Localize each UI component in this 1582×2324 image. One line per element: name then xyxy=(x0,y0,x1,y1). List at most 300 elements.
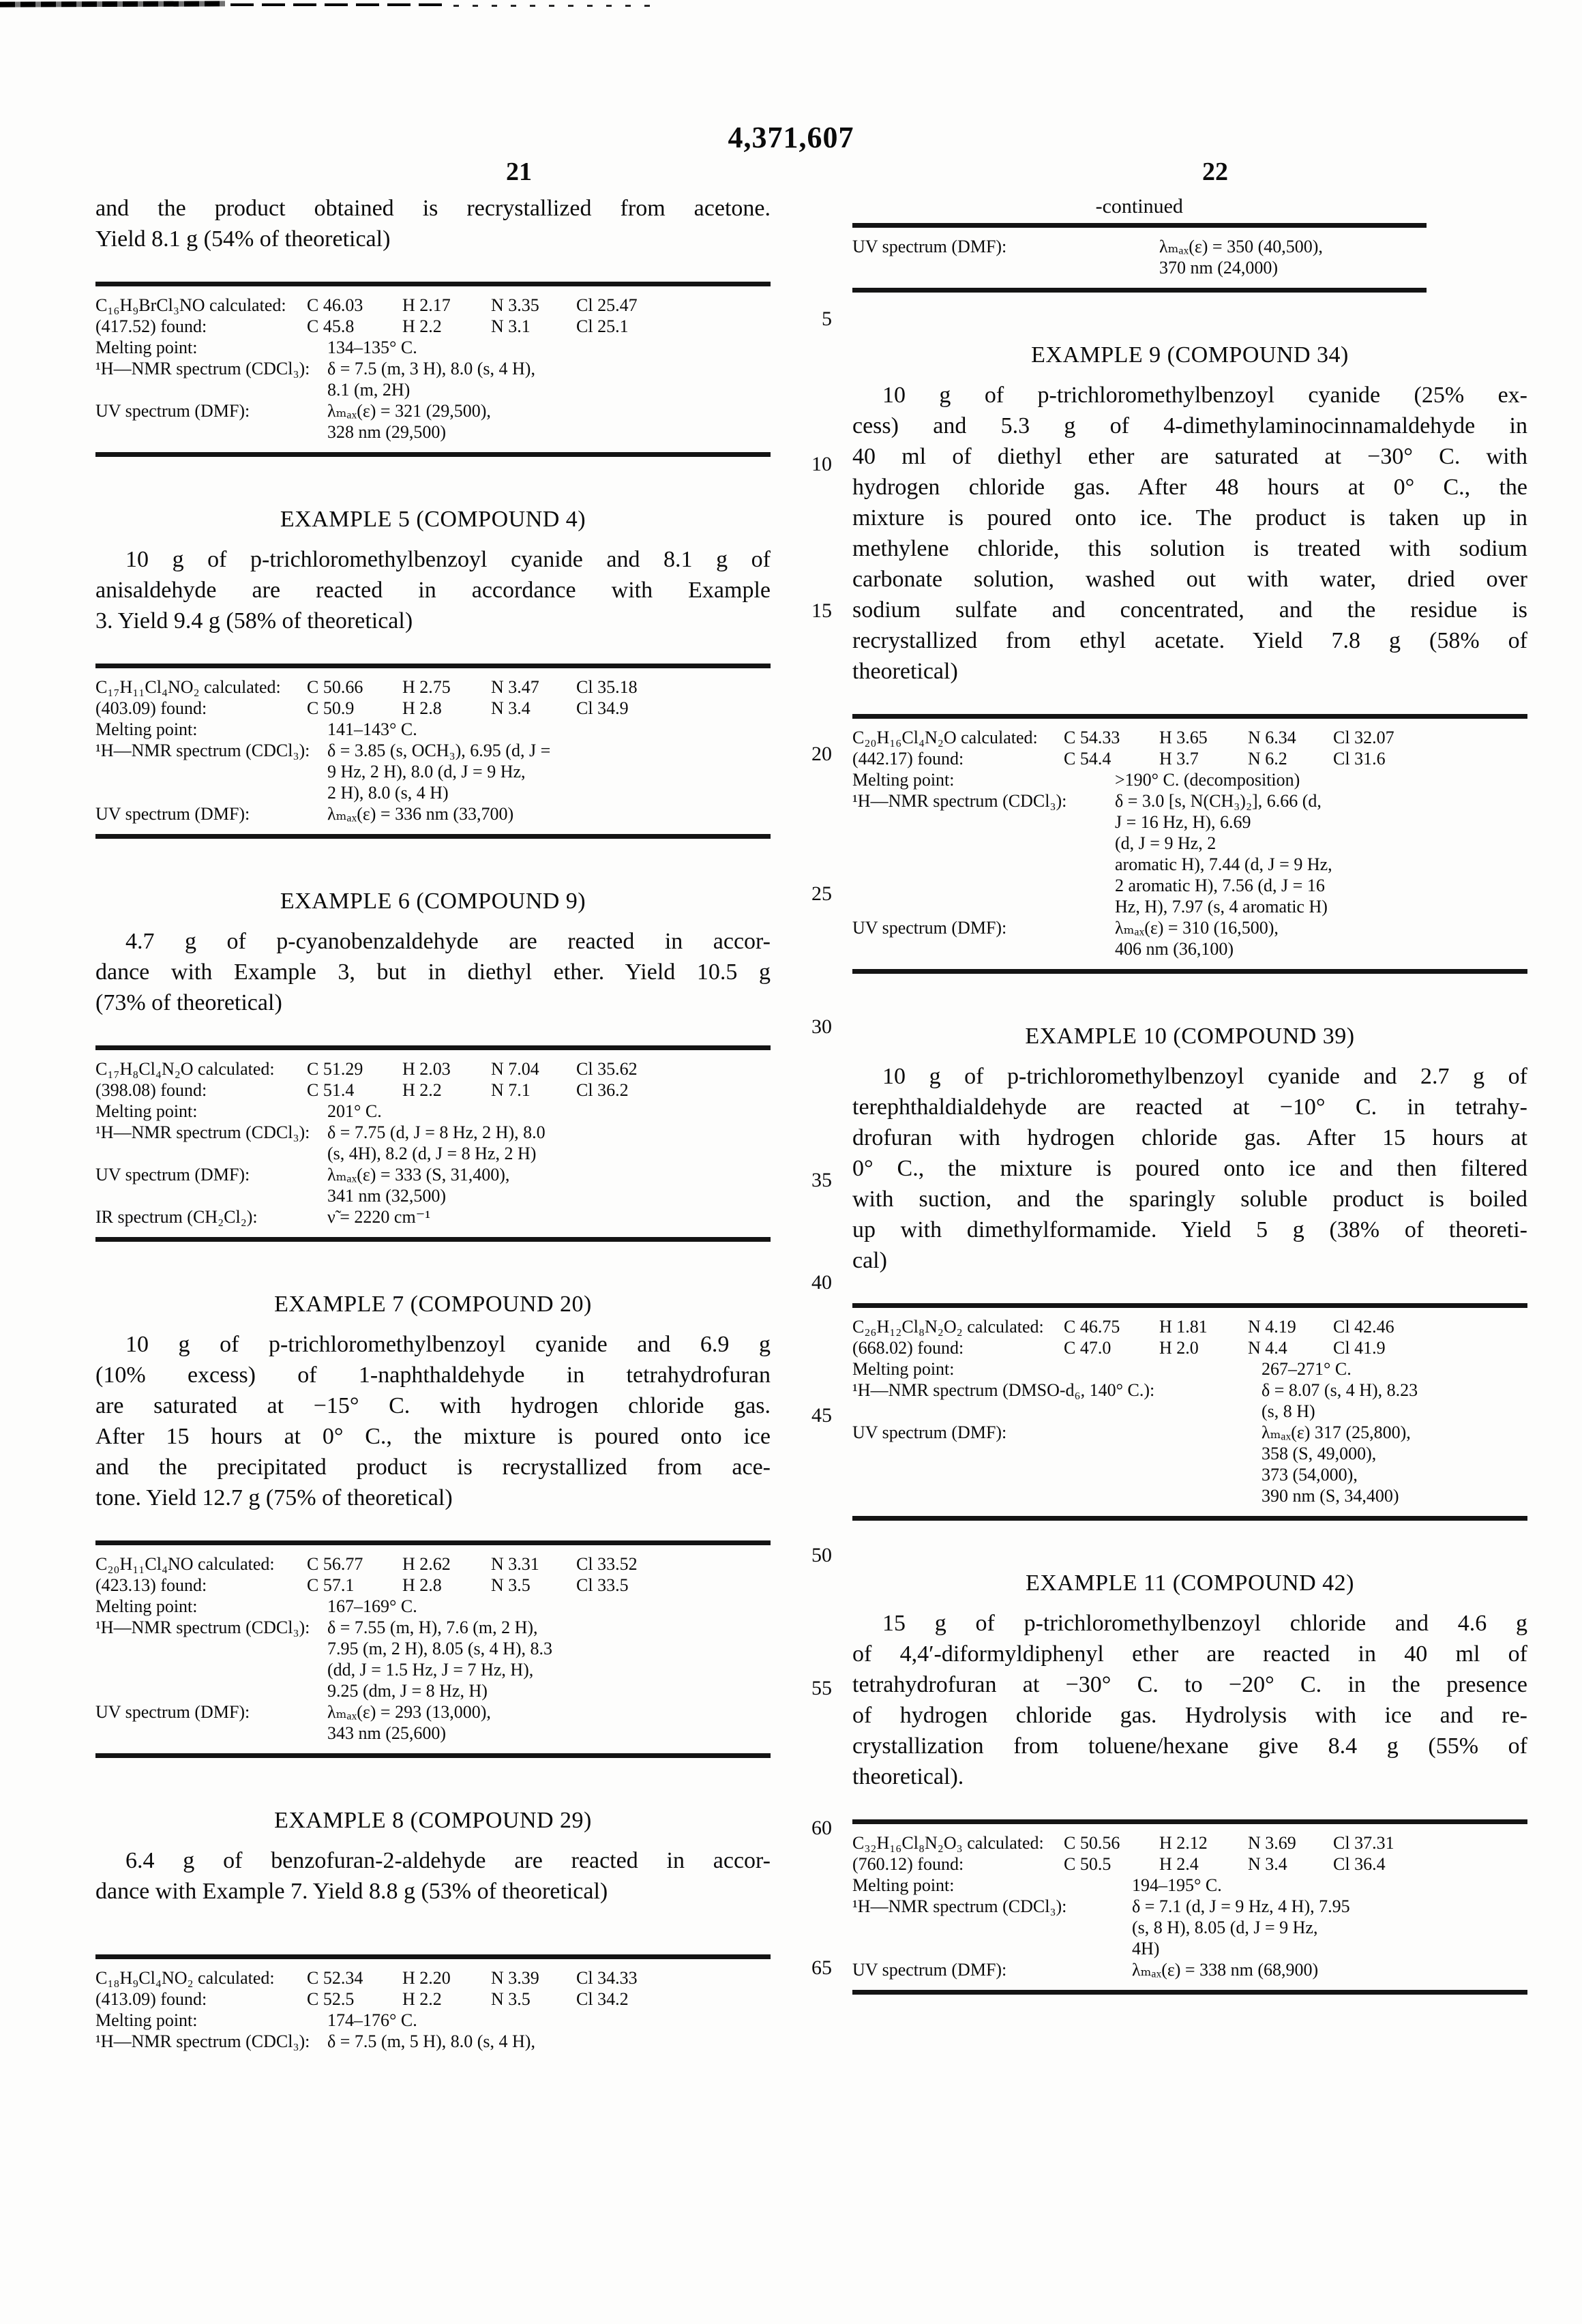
body-text-line: of 4,4′-diformyldiphenyl ether are reacted in 40 ml of xyxy=(852,1641,1527,1667)
gutter-line-number: 10 xyxy=(811,453,832,475)
body-paragraph xyxy=(95,544,771,636)
row-value-line: δ = 7.1 (d, J = 9 Hz, 4 H), 7.95 xyxy=(1132,1896,1350,1916)
table-row xyxy=(852,1875,1527,1896)
elemental-value: Cl 36.2 xyxy=(576,1080,629,1100)
elemental-value: Cl 35.18 xyxy=(576,677,638,697)
elemental-value: H 3.7 xyxy=(1159,749,1199,769)
scan-artifact-mark xyxy=(230,3,445,6)
table-row xyxy=(852,1832,1527,1853)
row-label: UV spectrum (DMF): xyxy=(95,1165,250,1185)
elemental-value: N 3.35 xyxy=(491,295,539,315)
elemental-value: C 50.56 xyxy=(1064,1833,1120,1853)
table-row xyxy=(95,2031,771,2052)
gutter-line-number: 5 xyxy=(822,308,832,330)
body-paragraph xyxy=(852,1061,1527,1276)
row-value-line: Hz, H), 7.97 (s, 4 aromatic H) xyxy=(1115,897,1328,917)
table-row xyxy=(95,719,771,740)
row-value-line: δ = 7.75 (d, J = 8 Hz, 2 H), 8.0 xyxy=(327,1122,546,1142)
row-value xyxy=(1115,790,1527,917)
elemental-value: C 52.5 xyxy=(307,1989,355,2009)
row-value xyxy=(1262,1422,1527,1506)
row-value-line: (d, J = 9 Hz, 2 xyxy=(1115,833,1217,853)
body-text-line: drofuran with hydrogen chloride gas. After 15 hours at xyxy=(852,1125,1527,1150)
example-heading: EXAMPLE 5 (COMPOUND 4) xyxy=(280,507,586,532)
row-label: ¹H—NMR spectrum (CDCl₃): xyxy=(95,1122,310,1142)
row-label: IR spectrum (CH₂Cl₂): xyxy=(95,1207,258,1227)
body-paragraph xyxy=(852,380,1527,687)
elemental-value: C 54.4 xyxy=(1064,749,1111,769)
row-label: Melting point: xyxy=(95,338,198,357)
elemental-value: Cl 25.47 xyxy=(576,295,638,315)
row-value xyxy=(327,358,771,400)
body-text-line: theoretical). xyxy=(852,1764,964,1789)
elemental-value: Cl 33.52 xyxy=(576,1554,638,1574)
analysis-table xyxy=(852,1303,1527,1521)
body-paragraph xyxy=(95,193,771,254)
gutter-line-number: 15 xyxy=(811,599,832,622)
row-value-line: (s, 8 H), 8.05 (d, J = 9 Hz, xyxy=(1132,1918,1318,1937)
table-row xyxy=(95,400,771,443)
row-label: Melting point: xyxy=(95,1596,198,1616)
row-label: Melting point: xyxy=(852,770,955,790)
row-label: C₂₆H₁₂Cl₈N₂O₂ calculated: xyxy=(852,1317,1044,1337)
row-value-line: aromatic H), 7.44 (d, J = 9 Hz, xyxy=(1115,854,1332,874)
body-text-line: anisaldehyde are reacted in accordance with Example xyxy=(95,578,771,603)
table-row xyxy=(95,698,771,719)
body-text-line: recrystallized from ethyl acetate. Yield 7.8 g (58% of xyxy=(852,628,1527,653)
body-text-line: dance with Example 3, but in diethyl ether. Yield 10.5 g xyxy=(95,959,771,985)
body-text-line: with suction, and the sparingly soluble product is boiled xyxy=(852,1187,1527,1212)
body-text-line: terephthaldialdehyde are reacted at −10° C. in tetrahy- xyxy=(852,1094,1527,1120)
row-value xyxy=(327,2031,771,2052)
row-value xyxy=(1159,236,1427,278)
elemental-value: Cl 34.9 xyxy=(576,698,629,718)
column-number-right: 22 xyxy=(1202,158,1228,186)
table-row xyxy=(95,337,771,358)
gutter-line-number: 65 xyxy=(811,1956,832,1979)
row-value xyxy=(327,1101,771,1122)
elemental-value: C 50.66 xyxy=(307,677,363,697)
example-heading: EXAMPLE 9 (COMPOUND 34) xyxy=(1031,342,1349,368)
table-row xyxy=(852,1422,1527,1506)
elemental-value: H 1.81 xyxy=(1159,1317,1208,1337)
elemental-value: H 2.8 xyxy=(402,1575,442,1595)
row-value xyxy=(327,1206,771,1227)
elemental-value: N 3.4 xyxy=(491,698,531,718)
body-text-line: sodium sulfate and concentrated, and the residue is xyxy=(852,597,1527,623)
body-text-line: and the product obtained is recrystallized from acetone. xyxy=(95,196,771,221)
elemental-value: H 2.8 xyxy=(402,698,442,718)
row-value-line: 406 nm (36,100) xyxy=(1115,939,1234,959)
row-label: ¹H—NMR spectrum (CDCl₃): xyxy=(95,741,310,760)
column-number-left: 21 xyxy=(506,158,532,186)
table-row xyxy=(852,769,1527,790)
example-heading: EXAMPLE 7 (COMPOUND 20) xyxy=(274,1292,592,1317)
row-label: C₁₇H₁₁Cl₄NO₂ calculated: xyxy=(95,677,281,697)
table-row xyxy=(95,1988,771,2010)
gutter-line-number: 60 xyxy=(811,1817,832,1839)
row-value-line: δ = 7.55 (m, H), 7.6 (m, 2 H), xyxy=(327,1618,538,1637)
table-row xyxy=(95,358,771,400)
body-text-line: of hydrogen chloride gas. Hydrolysis with ice and re- xyxy=(852,1703,1527,1728)
gutter-line-number: 40 xyxy=(811,1271,832,1294)
row-label: (417.52) found: xyxy=(95,316,207,336)
elemental-value: H 3.65 xyxy=(1159,728,1208,747)
row-label: (413.09) found: xyxy=(95,1989,207,2009)
elemental-value: C 56.77 xyxy=(307,1554,363,1574)
body-text-line: dance with Example 7. Yield 8.8 g (53% of theoretical) xyxy=(95,1879,608,1904)
elemental-value: C 46.03 xyxy=(307,295,363,315)
table-row xyxy=(95,1206,771,1227)
table-row xyxy=(95,803,771,824)
body-text-line: 6.4 g of benzofuran-2-aldehyde are reacted in accor- xyxy=(125,1848,771,1873)
body-text-line: methylene chloride, this solution is treated with sodium xyxy=(852,536,1527,561)
row-value xyxy=(327,740,771,803)
elemental-value: N 3.47 xyxy=(491,677,539,697)
row-label: ¹H—NMR spectrum (CDCl₃): xyxy=(95,2031,310,2051)
elemental-value: H 2.75 xyxy=(402,677,451,697)
row-value-line: δ = 3.0 [s, N(CH₃)₂], 6.66 (d, xyxy=(1115,791,1322,811)
row-label: ¹H—NMR spectrum (DMSO-d₆, 140° C.): xyxy=(852,1380,1155,1400)
row-value-line: 4H) xyxy=(1132,1939,1160,1958)
elemental-value: C 47.0 xyxy=(1064,1338,1111,1358)
elemental-value: H 2.62 xyxy=(402,1554,451,1574)
row-value-line: λₘₐₓ(ε) = 336 nm (33,700) xyxy=(327,804,514,824)
elemental-value: N 4.19 xyxy=(1248,1317,1296,1337)
table-row xyxy=(95,1164,771,1206)
row-value-line: 2 H), 8.0 (s, 4 H) xyxy=(327,783,449,803)
row-label: (403.09) found: xyxy=(95,698,207,718)
gutter-line-number: 55 xyxy=(811,1677,832,1699)
table-row xyxy=(852,1380,1527,1422)
elemental-value: N 3.4 xyxy=(1248,1854,1287,1874)
row-value-line: (s, 4H), 8.2 (d, J = 8 Hz, 2 H) xyxy=(327,1144,537,1163)
row-label: (398.08) found: xyxy=(95,1080,207,1100)
row-value-line: 167–169° C. xyxy=(327,1596,417,1616)
example-heading: EXAMPLE 8 (COMPOUND 29) xyxy=(274,1808,592,1833)
row-label: (442.17) found: xyxy=(852,749,964,769)
elemental-value: Cl 32.07 xyxy=(1333,728,1394,747)
row-value xyxy=(1132,1875,1527,1896)
row-value xyxy=(327,1164,771,1206)
table-row xyxy=(852,748,1527,769)
table-row xyxy=(852,1896,1527,1959)
elemental-value: C 51.29 xyxy=(307,1059,363,1079)
row-value xyxy=(327,337,771,358)
body-text-line: After 15 hours at 0° C., the mixture is poured onto ice xyxy=(95,1424,771,1449)
body-paragraph xyxy=(95,1329,771,1513)
table-row xyxy=(95,1553,771,1575)
body-text-line: 0° C., the mixture is poured onto ice and then filtered xyxy=(852,1156,1527,1181)
body-text-line: 10 g of p-trichloromethylbenzoyl cyanide and 8.1 g of xyxy=(125,547,771,572)
row-label: ¹H—NMR spectrum (CDCl₃): xyxy=(95,1618,310,1637)
row-label: C₁₆H₉BrCl₃NO calculated: xyxy=(95,295,286,315)
elemental-value: H 2.17 xyxy=(402,295,451,315)
row-label: Melting point: xyxy=(95,2010,198,2030)
row-value xyxy=(327,803,771,824)
body-paragraph xyxy=(95,1845,771,1907)
body-text-line: mixture is poured onto ice. The product is taken up in xyxy=(852,505,1527,531)
body-text-line: 10 g of p-trichloromethylbenzoyl cyanide and 6.9 g xyxy=(125,1332,771,1357)
row-value-line: 8.1 (m, 2H) xyxy=(327,380,411,400)
body-text-line: tone. Yield 12.7 g (75% of theoretical) xyxy=(95,1485,453,1510)
row-label: UV spectrum (DMF): xyxy=(852,918,1007,938)
analysis-table xyxy=(95,1045,771,1242)
gutter-line-number: 20 xyxy=(811,743,832,765)
row-label: (668.02) found: xyxy=(852,1338,964,1358)
row-value-line: λₘₐₓ(ε) = 338 nm (68,900) xyxy=(1132,1960,1319,1980)
row-value-line: >190° C. (decomposition) xyxy=(1115,770,1300,790)
elemental-value: H 2.2 xyxy=(402,316,442,336)
elemental-value: H 2.4 xyxy=(1159,1854,1199,1874)
body-text-line: (73% of theoretical) xyxy=(95,990,282,1015)
table-row xyxy=(95,1058,771,1079)
row-label: UV spectrum (DMF): xyxy=(852,1422,1007,1442)
table-row xyxy=(852,917,1527,959)
row-value-line: ν̃ = 2220 cm⁻¹ xyxy=(327,1207,431,1227)
body-text-line: (10% excess) of 1-naphthaldehyde in tetrahydrofuran xyxy=(95,1362,771,1388)
row-value-line: 174–176° C. xyxy=(327,2010,417,2030)
elemental-value: Cl 31.6 xyxy=(1333,749,1386,769)
elemental-value: H 2.0 xyxy=(1159,1338,1199,1358)
row-value-line: 343 nm (25,600) xyxy=(327,1723,447,1743)
analysis-table xyxy=(852,714,1527,974)
elemental-value: Cl 34.33 xyxy=(576,1968,638,1988)
table-row xyxy=(852,727,1527,748)
elemental-value: C 57.1 xyxy=(307,1575,355,1595)
gutter-line-number: 30 xyxy=(811,1015,832,1038)
body-text-line: 10 g of p-trichloromethylbenzoyl cyanide (25% ex- xyxy=(882,383,1527,408)
row-label: UV spectrum (DMF): xyxy=(852,1960,1007,1980)
table-row xyxy=(852,1358,1527,1380)
row-value xyxy=(327,1617,771,1701)
row-value-line: (s, 8 H) xyxy=(1262,1401,1315,1421)
row-label: Melting point: xyxy=(95,1101,198,1121)
row-label: UV spectrum (DMF): xyxy=(95,401,250,421)
row-label: ¹H—NMR spectrum (CDCl₃): xyxy=(852,791,1067,811)
elemental-value: Cl 33.5 xyxy=(576,1575,629,1595)
table-row xyxy=(852,236,1427,278)
elemental-value: C 45.8 xyxy=(307,316,355,336)
table-row xyxy=(95,1617,771,1701)
row-value xyxy=(327,1701,771,1744)
gutter-line-number: 25 xyxy=(811,882,832,905)
example-heading: EXAMPLE 6 (COMPOUND 9) xyxy=(280,889,586,914)
gutter-line-number: 45 xyxy=(811,1404,832,1427)
row-value xyxy=(327,400,771,443)
row-value-line: 134–135° C. xyxy=(327,338,417,357)
row-value-line: λₘₐₓ(ε) = 310 (16,500), xyxy=(1115,918,1279,938)
body-text-line: 10 g of p-trichloromethylbenzoyl cyanide and 2.7 g of xyxy=(882,1064,1527,1089)
row-value-line: λₘₐₓ(ε) = 293 (13,000), xyxy=(327,1702,491,1722)
body-text-line: 40 ml of diethyl ether are saturated at −30° C. with xyxy=(852,444,1527,469)
elemental-value: N 6.34 xyxy=(1248,728,1296,747)
row-value xyxy=(327,1596,771,1617)
elemental-value: N 3.69 xyxy=(1248,1833,1296,1853)
gutter-line-number: 50 xyxy=(811,1544,832,1566)
elemental-value: Cl 35.62 xyxy=(576,1059,638,1079)
row-label: C₂₀H₁₆Cl₄N₂O calculated: xyxy=(852,728,1038,747)
body-text-line: Yield 8.1 g (54% of theoretical) xyxy=(95,226,391,252)
row-value-line: δ = 3.85 (s, OCH₃), 6.95 (d, J = xyxy=(327,741,551,760)
elemental-value: C 54.33 xyxy=(1064,728,1120,747)
row-label: ¹H—NMR spectrum (CDCl₃): xyxy=(852,1896,1067,1916)
table-row xyxy=(95,1596,771,1617)
row-label: UV spectrum (DMF): xyxy=(95,1702,250,1722)
body-text-line: and the precipitated product is recrystallized from ace- xyxy=(95,1455,771,1480)
elemental-value: N 7.1 xyxy=(491,1080,531,1100)
row-value-line: 358 (S, 49,000), xyxy=(1262,1444,1377,1463)
row-value xyxy=(1132,1896,1527,1959)
row-value xyxy=(327,719,771,740)
example-heading: EXAMPLE 10 (COMPOUND 39) xyxy=(1025,1024,1355,1049)
body-text-line: 3. Yield 9.4 g (58% of theoretical) xyxy=(95,608,413,634)
row-label: Melting point: xyxy=(852,1875,955,1895)
row-value xyxy=(1262,1358,1527,1380)
analysis-table xyxy=(95,1540,771,1758)
elemental-value: N 6.2 xyxy=(1248,749,1287,769)
row-label: (423.13) found: xyxy=(95,1575,207,1595)
row-value-line: λₘₐₓ(ε) = 321 (29,500), xyxy=(327,401,491,421)
elemental-value: H 2.2 xyxy=(402,1080,442,1100)
left-column xyxy=(95,193,771,2052)
elemental-value: H 2.03 xyxy=(402,1059,451,1079)
body-text-line: 4.7 g of p-cyanobenzaldehyde are reacted in accor- xyxy=(125,929,771,954)
elemental-value: H 2.12 xyxy=(1159,1833,1208,1853)
elemental-value: H 2.20 xyxy=(402,1968,451,1988)
example-heading: EXAMPLE 11 (COMPOUND 42) xyxy=(1025,1570,1355,1596)
row-label: UV spectrum (DMF): xyxy=(852,237,1007,256)
row-value-line: 373 (54,000), xyxy=(1262,1465,1358,1485)
elemental-value: N 3.31 xyxy=(491,1554,539,1574)
elemental-value: Cl 36.4 xyxy=(1333,1854,1386,1874)
body-text-line: theoretical) xyxy=(852,659,958,684)
row-value-line: δ = 7.5 (m, 3 H), 8.0 (s, 4 H), xyxy=(327,359,535,378)
body-text-line: hydrogen chloride gas. After 48 hours at 0° C., the xyxy=(852,475,1527,500)
row-value-line: 341 nm (32,500) xyxy=(327,1186,447,1206)
row-value-line: 370 nm (24,000) xyxy=(1159,258,1279,278)
body-text-line: are saturated at −15° C. with hydrogen chloride gas. xyxy=(95,1393,771,1418)
elemental-value: N 3.1 xyxy=(491,316,531,336)
elemental-value: C 52.34 xyxy=(307,1968,363,1988)
elemental-value: Cl 41.9 xyxy=(1333,1338,1386,1358)
row-value xyxy=(327,2010,771,2031)
body-text-line: crystallization from toluene/hexane give 8.4 g (55% of xyxy=(852,1733,1527,1759)
row-label: C₁₈H₉Cl₄NO₂ calculated: xyxy=(95,1968,275,1988)
patent-number: 4,371,607 xyxy=(728,121,854,154)
row-value-line: (dd, J = 1.5 Hz, J = 7 Hz, H), xyxy=(327,1660,534,1680)
line-number-gutter xyxy=(783,0,832,2324)
analysis-table xyxy=(852,1819,1527,1995)
table-row xyxy=(95,740,771,803)
elemental-value: N 3.5 xyxy=(491,1989,531,2009)
table-row xyxy=(852,1316,1527,1337)
elemental-value: C 46.75 xyxy=(1064,1317,1120,1337)
elemental-value: C 50.5 xyxy=(1064,1854,1111,1874)
elemental-value: N 4.4 xyxy=(1248,1338,1287,1358)
row-label: C₁₇H₈Cl₄N₂O calculated: xyxy=(95,1059,275,1079)
elemental-value: N 7.04 xyxy=(491,1059,539,1079)
continued-label: -continued xyxy=(1095,195,1183,218)
table-row xyxy=(95,1079,771,1101)
table-row xyxy=(852,790,1527,917)
body-paragraph xyxy=(852,1608,1527,1792)
row-label: C₃₂H₁₆Cl₈N₂O₃ calculated: xyxy=(852,1833,1044,1853)
row-label: C₂₀H₁₁Cl₄NO calculated: xyxy=(95,1554,275,1574)
row-value-line: 141–143° C. xyxy=(327,719,417,739)
row-value xyxy=(1132,1959,1527,1980)
elemental-value: Cl 25.1 xyxy=(576,316,629,336)
row-value-line: 201° C. xyxy=(327,1101,382,1121)
row-value-line: λₘₐₓ(ε) = 350 (40,500), xyxy=(1159,237,1323,256)
row-value-line: 9.25 (dm, J = 8 Hz, H) xyxy=(327,1681,488,1701)
body-paragraph xyxy=(95,926,771,1018)
row-value-line: 194–195° C. xyxy=(1132,1875,1222,1895)
analysis-table xyxy=(95,664,771,839)
row-value-line: λₘₐₓ(ε) = 333 (S, 31,400), xyxy=(327,1165,510,1185)
row-value xyxy=(327,1122,771,1164)
row-value-line: 2 aromatic H), 7.56 (d, J = 16 xyxy=(1115,876,1325,895)
elemental-value: C 50.9 xyxy=(307,698,355,718)
row-value-line: 267–271° C. xyxy=(1262,1359,1352,1379)
elemental-value: H 2.2 xyxy=(402,1989,442,2009)
right-column xyxy=(852,193,1527,1995)
table-row xyxy=(95,1101,771,1122)
table-row xyxy=(852,1853,1527,1875)
body-text-line: carbonate solution, washed out with water, dried over xyxy=(852,567,1527,592)
body-text-line: 15 g of p-trichloromethylbenzoyl chloride and 4.6 g xyxy=(882,1611,1527,1636)
row-value xyxy=(1115,917,1527,959)
elemental-value: N 3.39 xyxy=(491,1968,539,1988)
elemental-value: C 51.4 xyxy=(307,1080,355,1100)
analysis-table xyxy=(852,223,1427,293)
table-row xyxy=(95,1967,771,1988)
table-row xyxy=(95,1701,771,1744)
body-text-line: tetrahydrofuran at −30° C. to −20° C. in the presence xyxy=(852,1672,1527,1697)
row-value-line: 7.95 (m, 2 H), 8.05 (s, 4 H), 8.3 xyxy=(327,1639,553,1658)
row-value-line: δ = 8.07 (s, 4 H), 8.23 xyxy=(1262,1380,1418,1400)
elemental-value: Cl 37.31 xyxy=(1333,1833,1394,1853)
elemental-value: Cl 34.2 xyxy=(576,1989,629,2009)
scan-artifact-mark xyxy=(453,5,658,7)
row-label: UV spectrum (DMF): xyxy=(95,804,250,824)
row-value-line: 9 Hz, 2 H), 8.0 (d, J = 9 Hz, xyxy=(327,762,526,781)
analysis-table xyxy=(95,1954,771,2052)
row-value xyxy=(1262,1380,1527,1422)
table-row xyxy=(95,1122,771,1164)
body-text-line: cess) and 5.3 g of 4-dimethylaminocinnamaldehyde in xyxy=(852,413,1527,438)
row-label: Melting point: xyxy=(852,1359,955,1379)
table-row xyxy=(95,1575,771,1596)
row-value-line: δ = 7.5 (m, 5 H), 8.0 (s, 4 H), xyxy=(327,2031,535,2051)
elemental-value: N 3.5 xyxy=(491,1575,531,1595)
table-row xyxy=(95,295,771,316)
table-row xyxy=(95,2010,771,2031)
scan-artifact-mark xyxy=(0,1,225,7)
row-value-line: λₘₐₓ(ε) 317 (25,800), xyxy=(1262,1422,1411,1442)
row-value-line: J = 16 Hz, H), 6.69 xyxy=(1115,812,1251,832)
gutter-line-number: 35 xyxy=(811,1169,832,1191)
table-row xyxy=(95,676,771,698)
row-value-line: 328 nm (29,500) xyxy=(327,422,447,442)
row-label: ¹H—NMR spectrum (CDCl₃): xyxy=(95,359,310,378)
table-row xyxy=(852,1959,1527,1980)
body-text-line: cal) xyxy=(852,1248,887,1273)
row-value-line: 390 nm (S, 34,400) xyxy=(1262,1486,1399,1506)
elemental-value: Cl 42.46 xyxy=(1333,1317,1394,1337)
row-value xyxy=(1115,769,1527,790)
row-label: Melting point: xyxy=(95,719,198,739)
